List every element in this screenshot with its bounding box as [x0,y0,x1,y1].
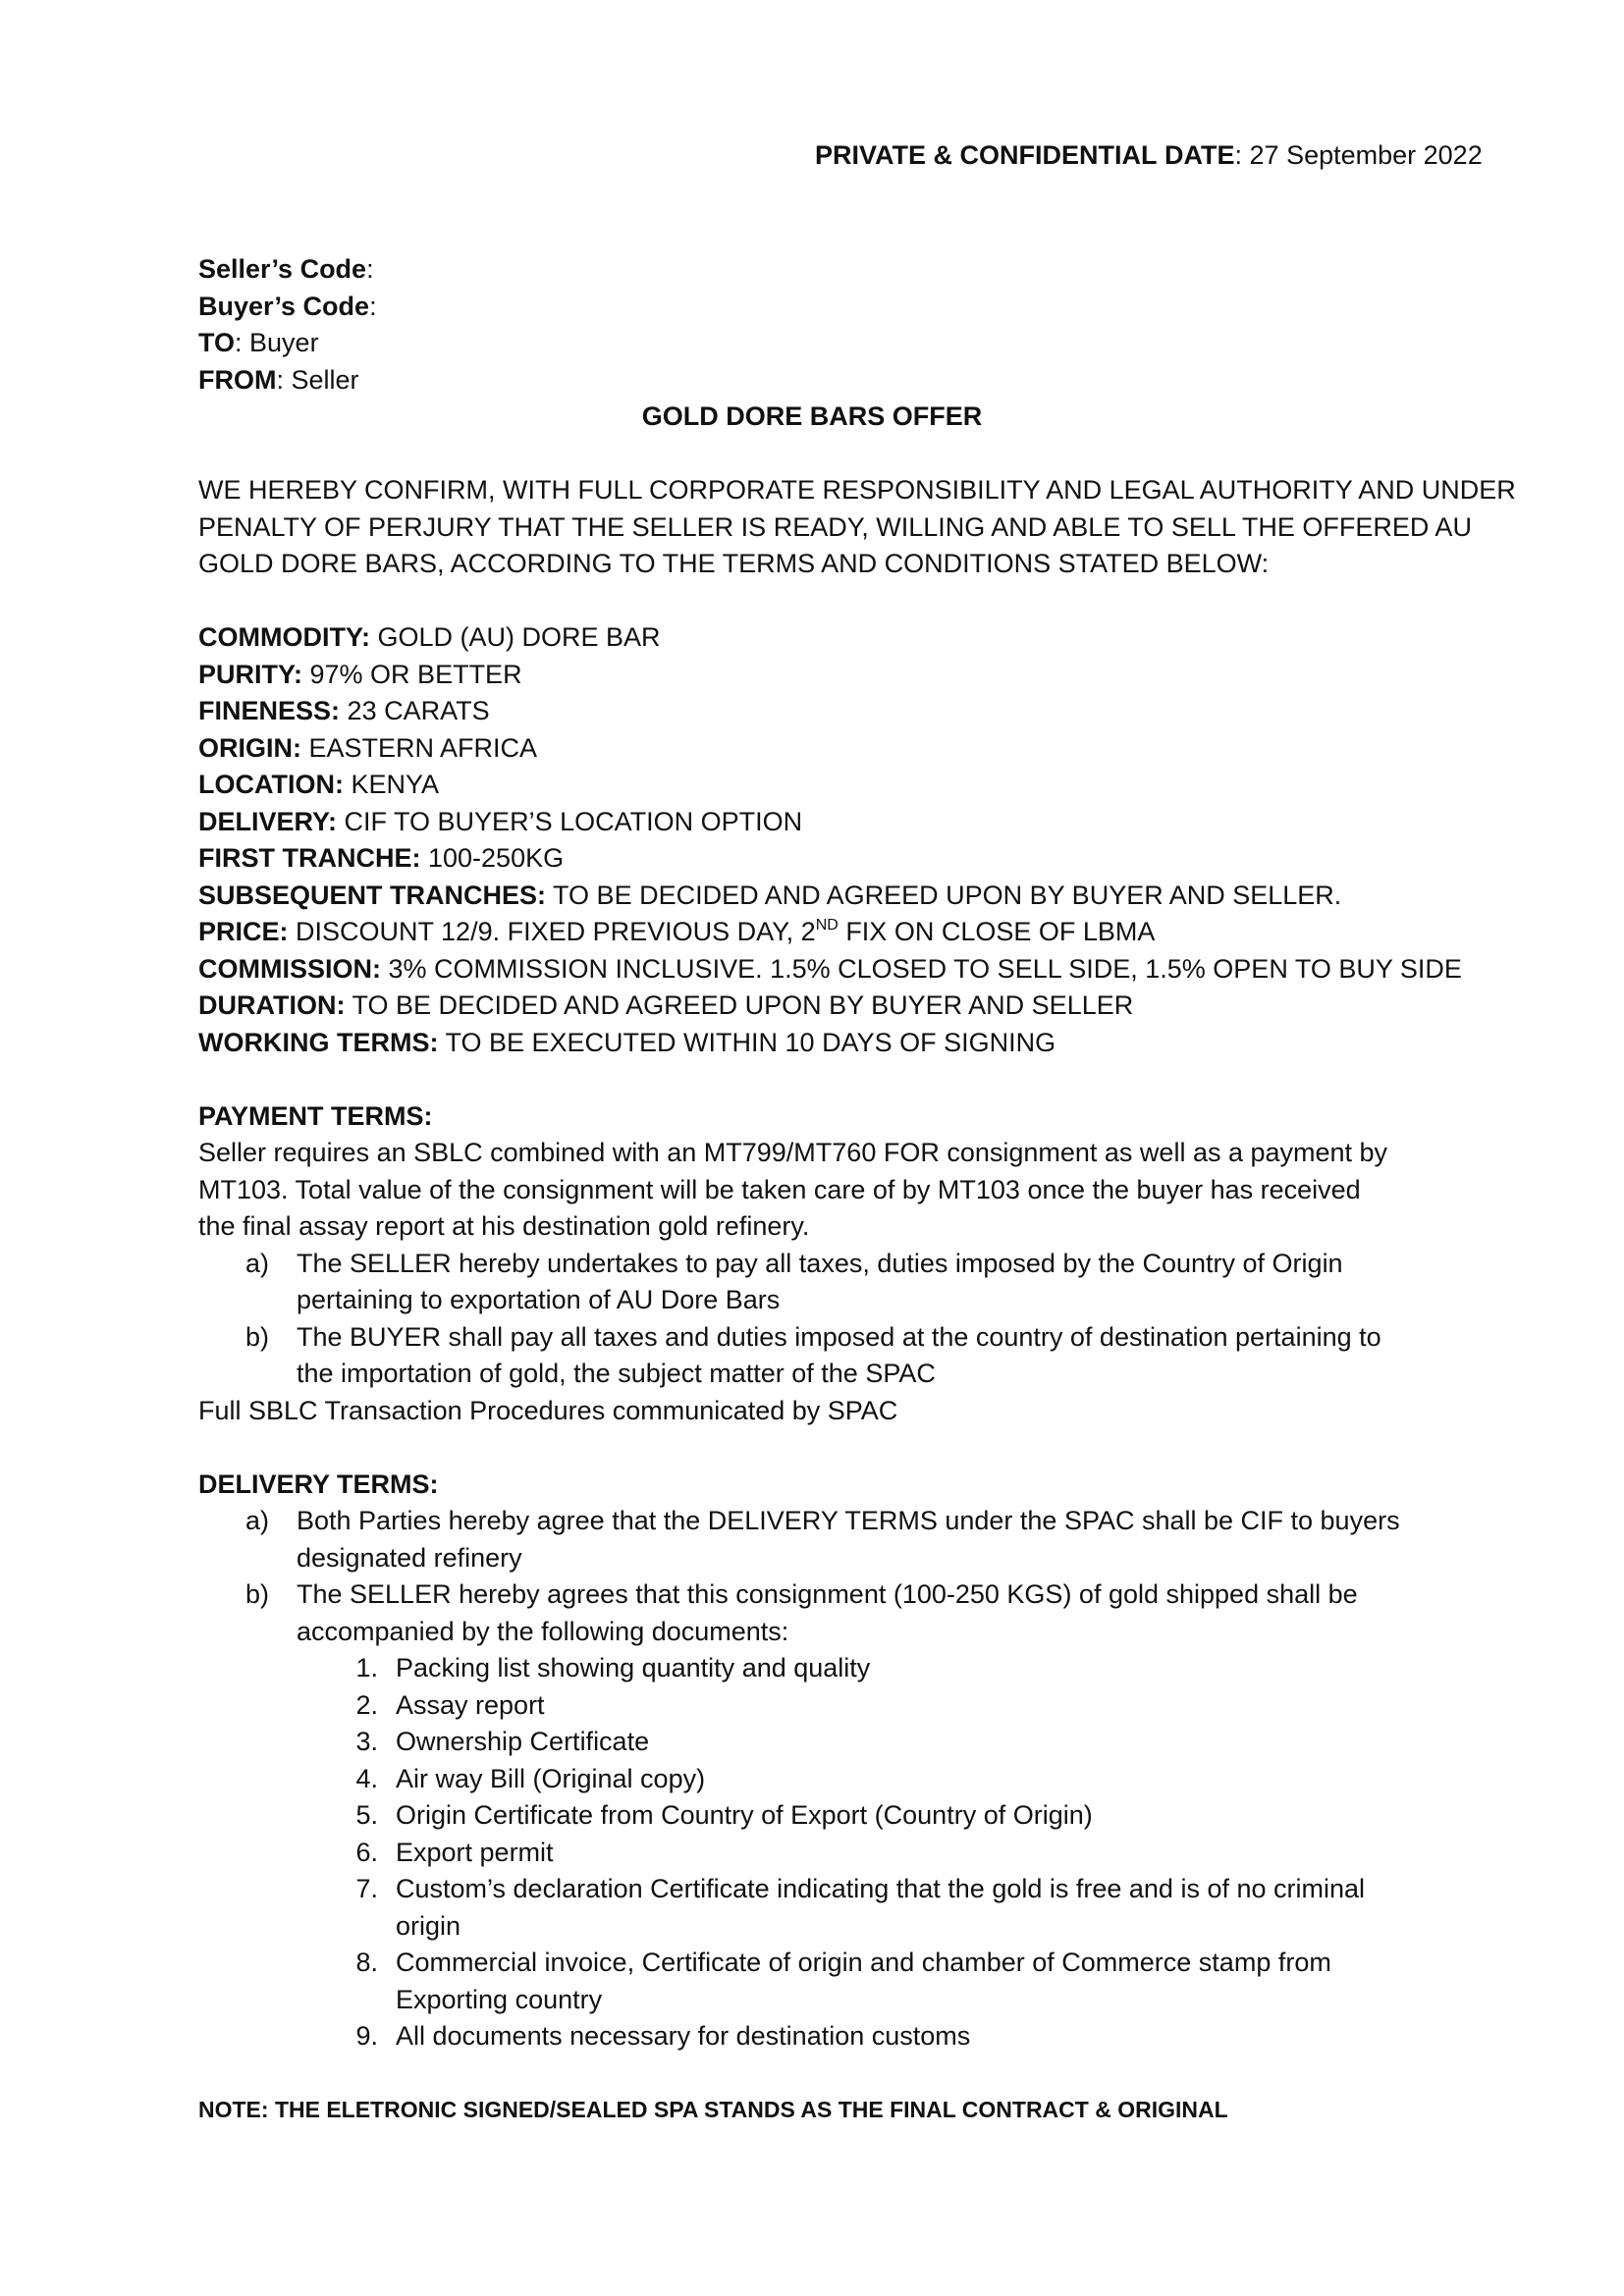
delivery-item-line: Both Parties hereby agree that the DELIVERY TERMS under the SPAC shall be CIF to buyers [297,1506,1400,1535]
date-value: 27 September 2022 [1249,140,1483,170]
delivery-item-line: accompanied by the following documents: [297,1617,789,1646]
delivery-item-line: designated refinery [297,1543,522,1573]
document-number: 9. [355,2021,378,2051]
payment-item-line: the importation of gold, the subject matter of the SPAC [297,1359,936,1388]
party-label: TO [198,328,236,357]
term-delivery [198,804,802,841]
term-value: TO BE EXECUTED WITHIN 10 DAYS OF SIGNING [445,1028,1056,1057]
payment-paragraph-line: MT103. Total value of the consignment will be taken care of by MT103 once the buyer has received [198,1175,1361,1204]
list-marker: b) [245,1322,270,1352]
document-item: Packing list showing quantity and quality [396,1653,871,1682]
term-label: WORKING TERMS: [198,1028,439,1057]
term-label: COMMODITY: [198,622,370,652]
term-label: LOCATION: [198,770,344,799]
payment-item-line: The BUYER shall pay all taxes and duties imposed at the country of destination pertaining to [297,1322,1381,1352]
document-item: Ownership Certificate [396,1727,650,1756]
payment-terms-heading: PAYMENT TERMS: [198,1101,433,1131]
term-label: SUBSEQUENT TRANCHES: [198,881,547,910]
document-item: origin [396,1911,461,1941]
term-working-terms [198,1025,1056,1062]
buyers-code-line: Buyer’s Code: [198,292,377,321]
document-number: 8. [355,1948,378,1977]
to-line: TO: Buyer [198,328,319,357]
list-marker: a) [245,1506,270,1535]
term-subsequent-tranches [198,878,1341,915]
document-number: 2. [355,1690,378,1720]
document-item: Commercial invoice, Certificate of origin and chamber of Commerce stamp from [396,1948,1331,1977]
intro-line: WE HEREBY CONFIRM, WITH FULL CORPORATE RESPONSIBILITY AND LEGAL AUTHORITY AND UNDER [198,475,1516,505]
document-item: Origin Certificate from Country of Export (Country of Origin) [396,1800,1093,1830]
term-value: 23 CARATS [347,696,490,725]
document-item: Air way Bill (Original copy) [396,1764,706,1793]
sellers-code-line: Seller’s Code: [198,254,374,284]
term-price [198,914,1155,951]
term-value: EASTERN AFRICA [308,733,538,763]
delivery-item-line: The SELLER hereby agrees that this consignment (100-250 KGS) of gold shipped shall be [297,1579,1358,1609]
term-label: DELIVERY: [198,807,338,836]
payment-paragraph-line: the final assay report at his destination gold refinery. [198,1211,810,1241]
payment-paragraph-line: Seller requires an SBLC combined with an MT799/MT760 FOR consignment as well as a payment by [198,1138,1388,1167]
document-item: Assay report [396,1690,545,1720]
final-note: NOTE: THE ELETRONIC SIGNED/SEALED SPA STANDS AS THE FINAL CONTRACT & ORIGINAL [198,2097,1228,2122]
term-value: 100-250KG [428,843,565,873]
term-value-superscript: ND [815,917,839,934]
term-label: PURITY: [198,660,302,689]
term-purity [198,657,522,694]
term-value: 3% COMMISSION INCLUSIVE. 1.5% CLOSED TO SELL SIDE, 1.5% OPEN TO BUY SIDE [388,954,1462,984]
document-title: GOLD DORE BARS OFFER [641,401,983,431]
document-item: Export permit [396,1838,554,1867]
party-value: Seller [291,365,359,395]
confidential-label: PRIVATE & CONFIDENTIAL [815,140,1158,170]
payment-footer: Full SBLC Transaction Procedures communicated by SPAC [198,1396,898,1425]
term-label: COMMISSION: [198,954,381,984]
list-marker: a) [245,1249,270,1278]
term-label: DURATION: [198,990,346,1020]
list-marker: b) [245,1579,270,1609]
term-value: CIF TO BUYER’S LOCATION OPTION [344,807,803,836]
payment-item-line: The SELLER hereby undertakes to pay all taxes, duties imposed by the Country of Origin [297,1249,1343,1278]
term-value: FIX ON CLOSE OF LBMA [838,917,1156,946]
document-item: Exporting country [396,1985,603,2014]
term-value: 97% OR BETTER [309,660,522,689]
intro-line: GOLD DORE BARS, ACCORDING TO THE TERMS AND CONDITIONS STATED BELOW: [198,549,1270,578]
term-location [198,767,439,804]
term-label: FINENESS: [198,696,341,725]
term-label: ORIGIN: [198,733,301,763]
term-first-tranche [198,840,564,878]
term-value: DISCOUNT 12/9. FIXED PREVIOUS DAY, 2 [296,917,816,946]
term-value: GOLD (AU) DORE BAR [377,622,661,652]
delivery-terms-heading: DELIVERY TERMS: [198,1469,439,1499]
party-value: Buyer [249,328,319,357]
from-line: FROM: Seller [198,365,359,395]
term-commission [198,951,1462,988]
term-value: TO BE DECIDED AND AGREED UPON BY BUYER AND SELLER. [553,881,1342,910]
payment-item-line: pertaining to exportation of AU Dore Bars [297,1285,781,1314]
document-item: All documents necessary for destination customs [396,2021,971,2051]
term-fineness [198,693,490,730]
term-origin [198,730,537,768]
document-number: 4. [355,1764,378,1793]
term-label: PRICE: [198,917,289,946]
document-item: Custom’s declaration Certificate indicating that the gold is free and is of no criminal [396,1874,1366,1903]
party-label: Seller’s Code [198,254,367,284]
party-label: FROM [198,365,277,395]
term-value: TO BE DECIDED AND AGREED UPON BY BUYER AND SELLER [352,990,1134,1020]
header-date-line: PRIVATE & CONFIDENTIAL DATE: 27 September 2022 [815,140,1483,170]
date-label: DATE [1164,140,1235,170]
term-value: KENYA [351,770,440,799]
document-number: 6. [355,1838,378,1867]
document-number: 7. [355,1874,378,1903]
term-label: FIRST TRANCHE: [198,843,421,873]
document-number: 5. [355,1800,378,1830]
term-commodity [198,619,661,657]
term-duration [198,988,1133,1025]
party-label: Buyer’s Code [198,292,370,321]
intro-line: PENALTY OF PERJURY THAT THE SELLER IS READY, WILLING AND ABLE TO SELL THE OFFERED AU [198,512,1472,542]
document-number: 3. [355,1727,378,1756]
document-number: 1. [355,1653,378,1682]
